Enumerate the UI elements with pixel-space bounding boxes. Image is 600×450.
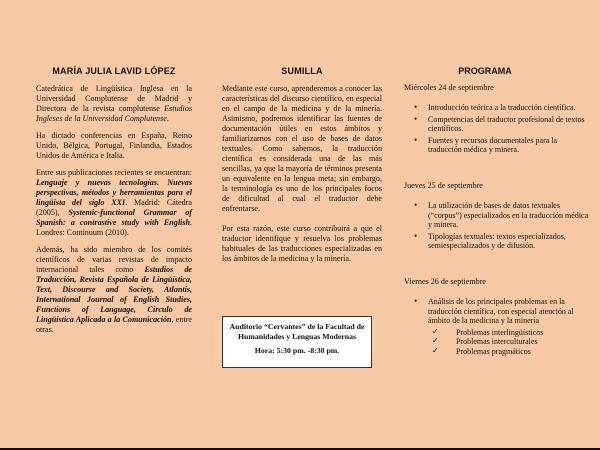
program-heading: PROGRAMA xyxy=(458,66,512,76)
list-item: • Fuentes y recursos documentales para la traducción médica y minera. xyxy=(414,134,558,154)
program-day-3 xyxy=(404,277,590,356)
summary-paragraph-1: Mediante este curso, aprenderemos a conocer las características del discurso científico, en especial en el campo de la medicina y de la minería. Asimismo, podremos identificar las fuentes de documentación útiles en estos ámbitos y familiarizarnos con el uso de bases de datos textuales. Como sabemos, la traducción científica es considerada una de las más sencillas, ya que la mayoría de términos presenta un equivalente en la lengua meta; sin embargo, la terminología es uno de los principales focos de dificultad al cual el traductor debe enfrentarse. xyxy=(222,84,382,213)
bio-paragraph-4: Además, ha sido miembro de los comités científicos de varias revistas de impacto internacional tales como Estudios de Traducción, Revista Española de Lingüística, Text, Discourse and Society, Atlantis, International Journal of English Studies, Functions of Language, Círculo de Lingüística Aplicada a la Comunicación, entre otras. xyxy=(36,245,192,334)
list-item: • La utilización de bases de datos textuales (“corpus”) especializados en la traducción médica y minera. xyxy=(414,200,589,229)
summary-text xyxy=(222,84,382,271)
checkmark-icon: ✓ xyxy=(432,345,439,355)
program-day-1 xyxy=(404,83,590,157)
bullet-icon: • xyxy=(414,200,418,210)
program-column xyxy=(400,0,600,448)
list-item: • Tipologías textuales: textos especializados, semiespecializados y de difusión. xyxy=(414,230,566,250)
checkmark-icon: ✓ xyxy=(432,326,439,336)
summary-heading: SUMILLA xyxy=(281,66,323,76)
venue-name: Auditorio “Cervantes” de la Facultad de Humanidades y Lenguas Modernas xyxy=(229,322,365,341)
list-item: • Competencias del traductor profesional de textos científicos. xyxy=(414,113,585,133)
bio-paragraph-2: Ha dictado conferencias en España, Reino Unido, Bélgica, Portugal, Finlandia, Estados Unidos de América e Italia. xyxy=(36,131,192,160)
list-item: • Análisis de los principales problemas en la traducción científica, con especial atención al ámbito de la medicina y la minería xyxy=(414,296,574,325)
checkmark-icon: ✓ xyxy=(432,336,439,345)
bullet-icon: • xyxy=(414,113,418,124)
day-topics xyxy=(404,103,590,155)
day-label: Miércoles 24 de septiembre xyxy=(404,83,494,92)
bio-paragraph-3: Entre sus publicaciones recientes se encuentran: Lenguaje y nuevas tecnologías. Nuevas perspectivas, métodos y herramientas para el lingüista del siglo XXI. Madrid: Cátedra (2005), Systemic-functional Grammar of Spanish: a contrastive study with English. Londres: Continuum (2010). xyxy=(36,168,193,237)
list-item: ✓ Problemas pragmáticos xyxy=(432,345,531,356)
bullet-icon: • xyxy=(414,134,418,145)
bio-paragraph-1: Catedrática de Lingüística Inglesa en la Universidad Complutense de Madrid y Directora de la revista complutense Estudios Ingleses de la Universidad Complutense. xyxy=(36,84,192,123)
day-label: Viernes 26 de septiembre xyxy=(404,277,486,286)
list-item: ✓ Problemas interculturales xyxy=(432,336,538,346)
bullet-icon: • xyxy=(414,296,418,306)
day-topics xyxy=(404,201,590,251)
list-item: • Introducción teórica a la traducción científica. xyxy=(414,102,576,112)
day-label: Jueves 25 de septiembre xyxy=(404,181,483,190)
day-topics xyxy=(404,297,590,326)
summary-paragraph-2: Por esta razón, este curso contribuirá a que el traductor identifique y resuelva los problemas habituales de las traducciones especializadas en los ámbitos de la medicina y la minería. xyxy=(222,224,382,263)
bullet-icon: • xyxy=(414,230,418,241)
biography-heading: MARÍA JULIA LAVID LÓPEZ xyxy=(52,66,176,76)
venue-time: Hora: 5:30 pm. -8:30 pm. xyxy=(254,346,340,355)
problem-list xyxy=(404,328,590,357)
list-item: ✓ Problemas interlingüísticos xyxy=(432,326,544,337)
venue-box xyxy=(222,316,372,368)
bullet-icon: • xyxy=(414,102,418,112)
program-day-2 xyxy=(404,181,590,253)
